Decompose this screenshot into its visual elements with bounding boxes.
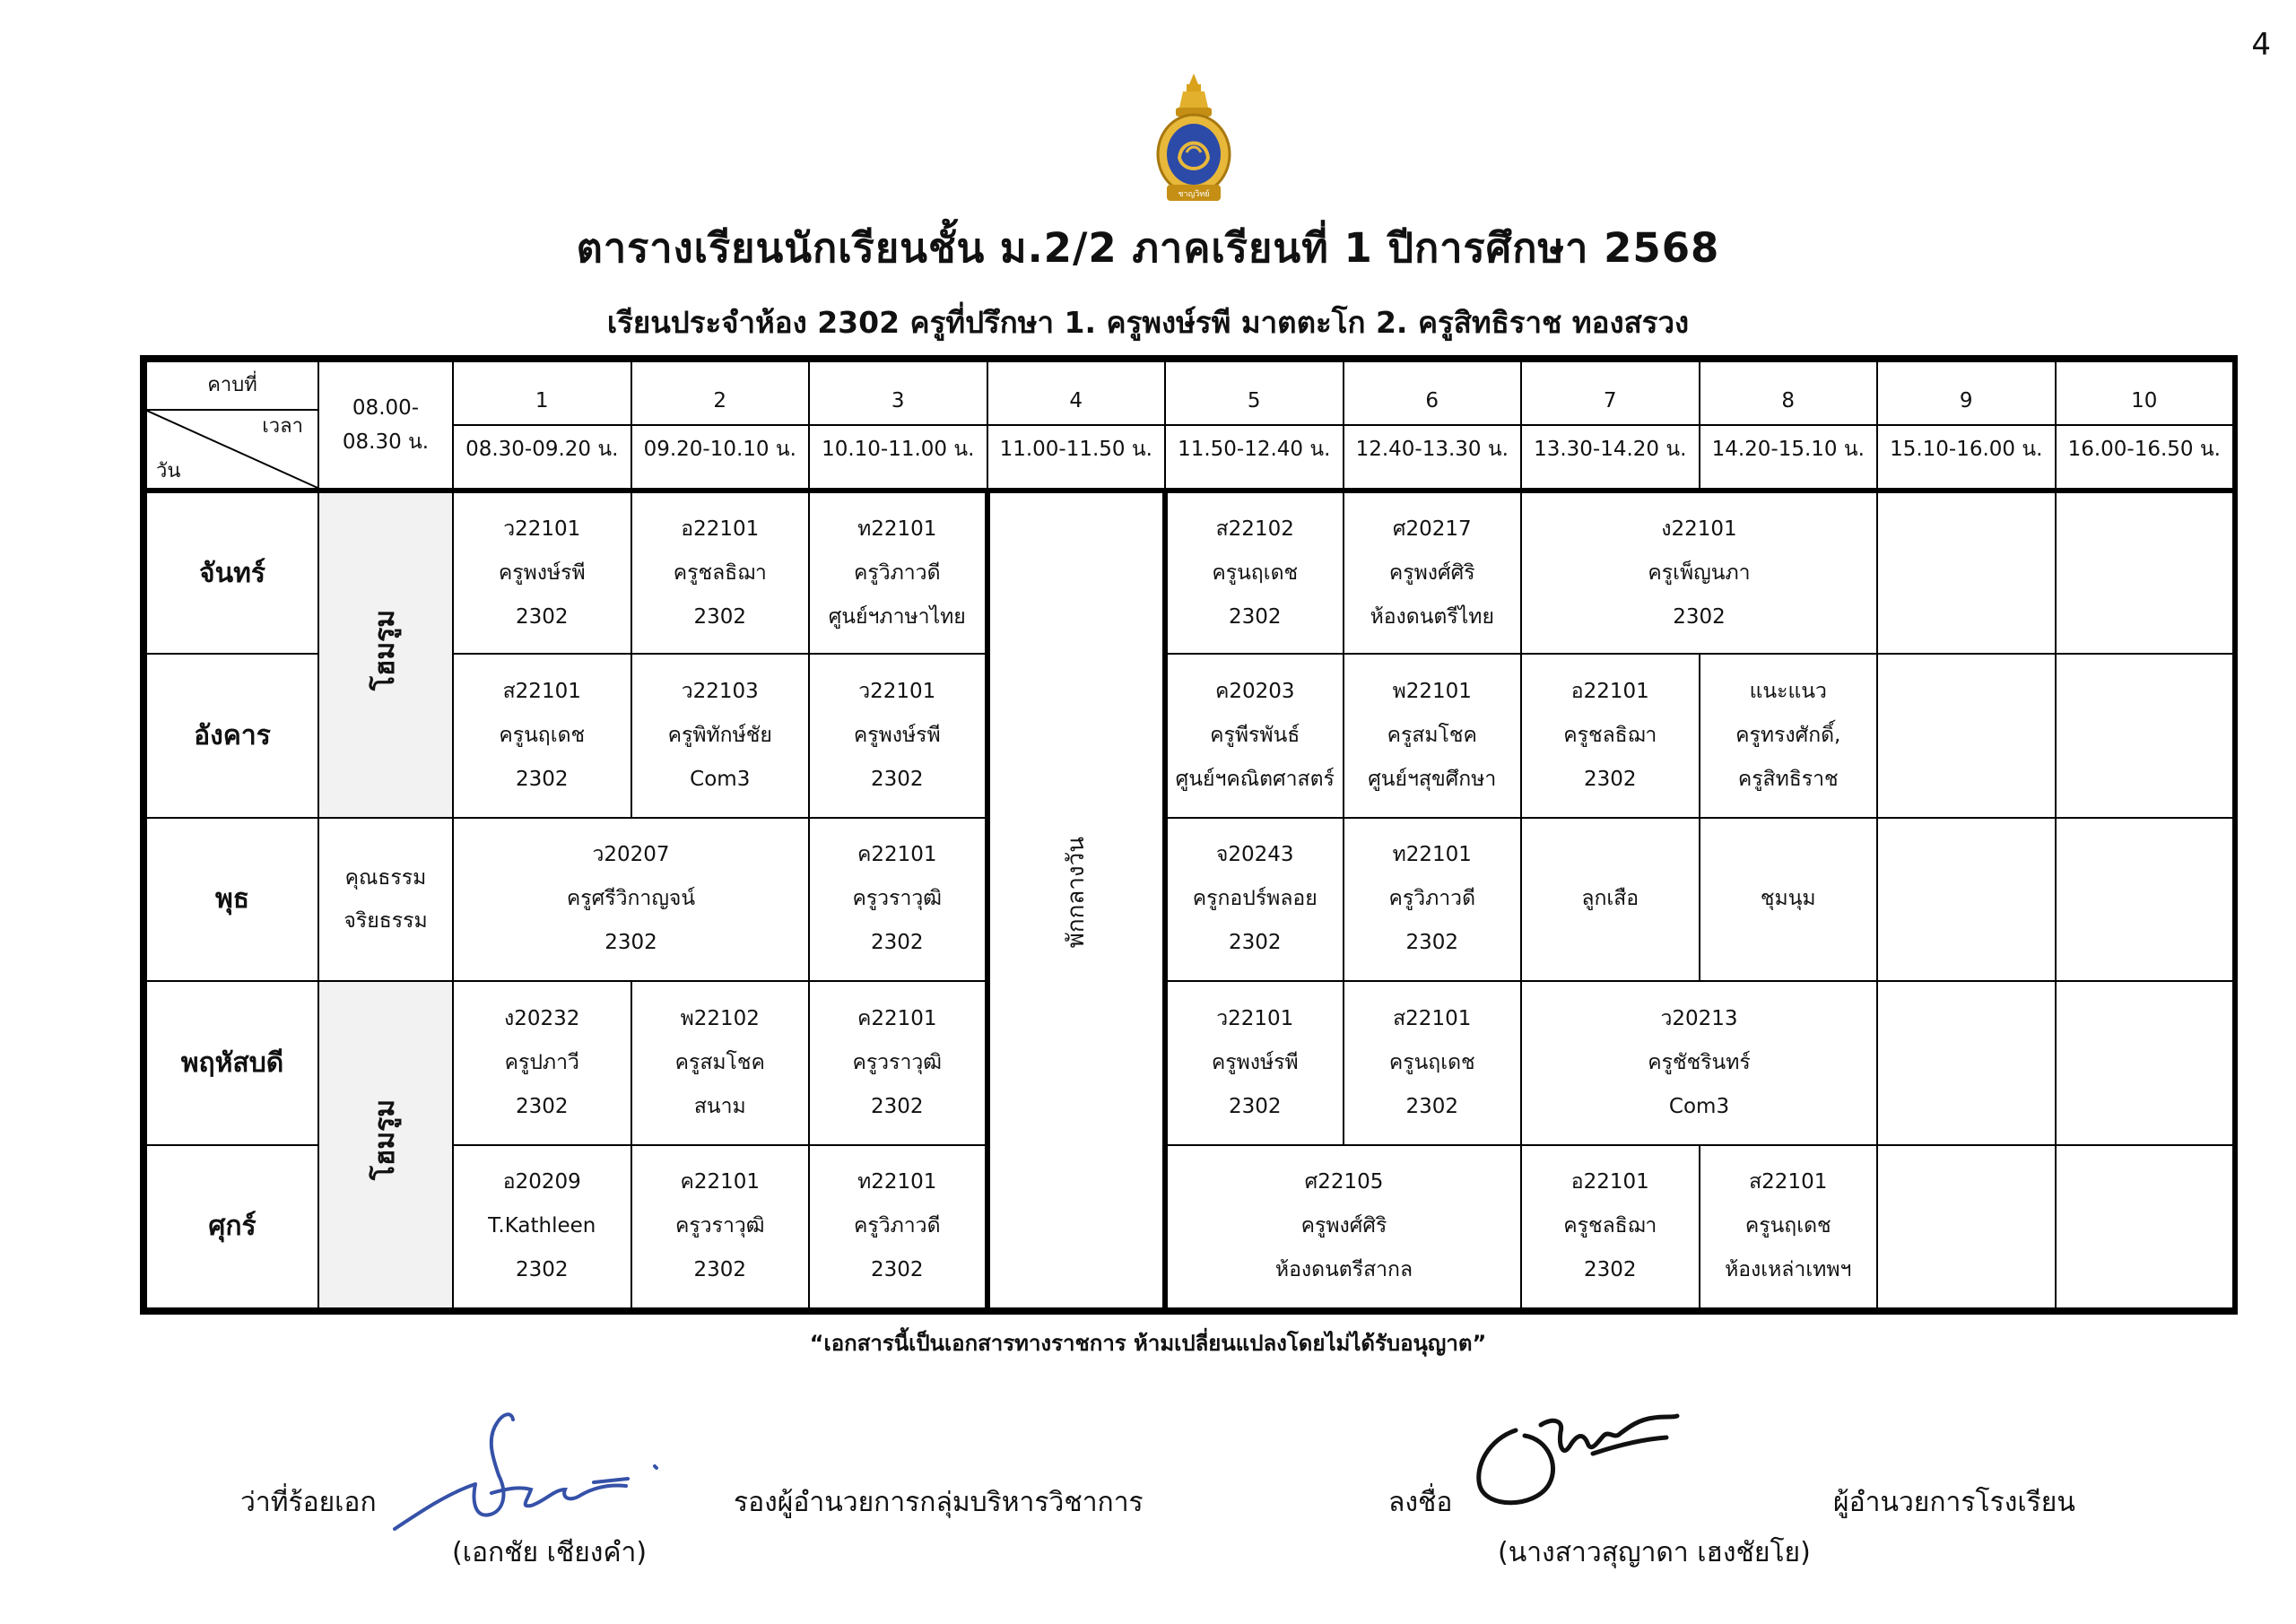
day-thursday: พฤหัสบดี (146, 981, 318, 1144)
empty-cell (1877, 491, 2056, 654)
scout-cell: ลูกเสือ (1521, 818, 1700, 981)
class-cell: ท22101 ครูวิภาวดี 2302 (1344, 818, 1522, 981)
time-label: เวลา (262, 415, 303, 438)
class-cell: อ22101 ครูชลธิฌา 2302 (631, 491, 810, 654)
row-monday (146, 491, 2233, 654)
class-cell: ค20203 ครูพีรพันธ์ ศูนย์ฯคณิตศาสตร์ (1165, 654, 1344, 817)
class-cell: อ20209 T.Kathleen 2302 (453, 1145, 631, 1308)
signer-right-prefix: ลงชื่อ (1388, 1487, 1453, 1518)
class-cell: อ22101 ครูชลธิฌา 2302 (1521, 654, 1700, 817)
class-cell: ท22101 ครูวิภาวดี ศูนย์ฯภาษาไทย (809, 491, 987, 654)
timetable-grid (145, 360, 2234, 1309)
class-cell: พ22102 ครูสมโชค สนาม (631, 981, 810, 1144)
class-cell: ส22101 ครูนฤเดช 2302 (453, 654, 631, 817)
homeroom-mon-tue: โฮมรูม (318, 491, 453, 818)
header-corner (146, 361, 318, 491)
signature-left-image (386, 1403, 673, 1538)
row-wednesday (146, 818, 2233, 981)
class-cell: ง20232 ครูปภาวี 2302 (453, 981, 631, 1144)
timetable (140, 355, 2238, 1315)
period-header-2: 2 09.20-10.10 น. (631, 361, 810, 491)
empty-cell (2056, 981, 2234, 1144)
period-header-10: 10 16.00-16.50 น. (2056, 361, 2234, 491)
class-cell: จ20243 ครูกอปร์พลอย 2302 (1165, 818, 1344, 981)
signer-left-position: รองผู้อำนวยการกลุ่มบริหารวิชาการ (734, 1487, 1144, 1518)
empty-cell (2056, 654, 2234, 817)
page-number: 4 (2251, 27, 2271, 63)
page-title: ตารางเรียนนักเรียนชั้น ม.2/2 ภาคเรียนที่ 1 ปีการศึกษา 2568 (576, 224, 1720, 272)
row-thursday (146, 981, 2233, 1144)
class-cell: ง22101 ครูเพ็ญนภา 2302 (1521, 491, 1877, 654)
signature-right-image (1462, 1403, 1695, 1520)
day-label: วัน (156, 459, 181, 482)
day-tuesday: อังคาร (146, 654, 318, 817)
row-tuesday (146, 654, 2233, 817)
class-cell: ส22102 ครูนฤเดช 2302 (1165, 491, 1344, 654)
period-label: คาบที่ (147, 362, 317, 411)
homeroom-thu-fri: โฮมรูม (318, 981, 453, 1308)
class-cell: ว20207 ครูศรีวิกาญจน์ 2302 (453, 818, 809, 981)
day-monday: จันทร์ (146, 491, 318, 654)
class-cell: ศ20217 ครูพงศ์ศิริ ห้องดนตรีไทย (1344, 491, 1522, 654)
empty-cell (1877, 818, 2056, 981)
empty-cell (2056, 491, 2234, 654)
class-cell: ว22101 ครูพงษ์รพี 2302 (453, 491, 631, 654)
signer-left-name: (เอกชัย เชียงคำ) (452, 1537, 648, 1568)
class-cell: ค22101 ครูวราวุฒิ 2302 (809, 818, 987, 981)
class-cell: ว22101 ครูพงษ์รพี 2302 (1165, 981, 1344, 1144)
signer-left-prefix: ว่าที่ร้อยเอก (240, 1487, 377, 1518)
signer-right-position: ผู้อำนวยการโรงเรียน (1833, 1487, 2075, 1518)
empty-cell (1877, 1145, 2056, 1308)
period-header-4: 4 11.00-11.50 น. (987, 361, 1166, 491)
official-document-notice: “เอกสารนี้เป็นเอกสารทางราชการ ห้ามเปลี่ยนแปลงโดยไม่ได้รับอนุญาต” (809, 1331, 1487, 1356)
school-emblem-logo (1151, 72, 1237, 206)
class-cell: แนะแนว ครูทรงศักดิ์, ครูสิทธิราช (1700, 654, 1878, 817)
class-cell: ท22101 ครูวิภาวดี 2302 (809, 1145, 987, 1308)
signer-right-name: (นางสาวสุญาดา เฮงชัยโย) (1498, 1537, 1811, 1568)
empty-cell (1877, 981, 2056, 1144)
empty-cell (1877, 654, 2056, 817)
period-header-6: 6 12.40-13.30 น. (1344, 361, 1522, 491)
day-wednesday: พุธ (146, 818, 318, 981)
period-header-5: 5 11.50-12.40 น. (1165, 361, 1344, 491)
pre-period-time: 08.00- 08.30 น. (318, 361, 453, 491)
period-header-7: 7 13.30-14.20 น. (1521, 361, 1700, 491)
ethics-period: คุณธรรม จริยธรรม (318, 818, 453, 981)
class-cell: ว20213 ครูชัชรินทร์ Com3 (1521, 981, 1877, 1144)
class-cell: พ22101 ครูสมโชค ศูนย์ฯสุขศึกษา (1344, 654, 1522, 817)
day-friday: ศุกร์ (146, 1145, 318, 1308)
empty-cell (2056, 818, 2234, 981)
class-cell: ค22101 ครูวราวุฒิ 2302 (809, 981, 987, 1144)
class-cell: ส22101 ครูนฤเดช ห้องเหล่าเทพฯ (1700, 1145, 1878, 1308)
class-cell: ว22101 ครูพงษ์รพี 2302 (809, 654, 987, 817)
period-header-9: 9 15.10-16.00 น. (1877, 361, 2056, 491)
period-header-3: 3 10.10-11.00 น. (809, 361, 987, 491)
period-header-8: 8 14.20-15.10 น. (1700, 361, 1878, 491)
club-cell: ชุมนุม (1700, 818, 1878, 981)
period-header-1: 1 08.30-09.20 น. (453, 361, 631, 491)
class-cell: ส22101 ครูนฤเดช 2302 (1344, 981, 1522, 1144)
class-cell: อ22101 ครูชลธิฌา 2302 (1521, 1145, 1700, 1308)
class-cell: ค22101 ครูวราวุฒิ 2302 (631, 1145, 810, 1308)
empty-cell (2056, 1145, 2234, 1308)
page-subtitle: เรียนประจำห้อง 2302 ครูที่ปรึกษา 1. ครูพงษ์รพี มาตตะโก 2. ครูสิทธิราช ทองสรวง (606, 305, 1690, 340)
class-cell: ศ22105 ครูพงศ์ศิริ ห้องดนตรีสากล (1165, 1145, 1521, 1308)
row-friday (146, 1145, 2233, 1308)
lunch-break: พักกลางวัน (987, 491, 1166, 1308)
svg-text:ชาญวิทย์: ชาญวิทย์ (1178, 190, 1210, 199)
class-cell: ว22103 ครูพิทักษ์ชัย Com3 (631, 654, 810, 817)
